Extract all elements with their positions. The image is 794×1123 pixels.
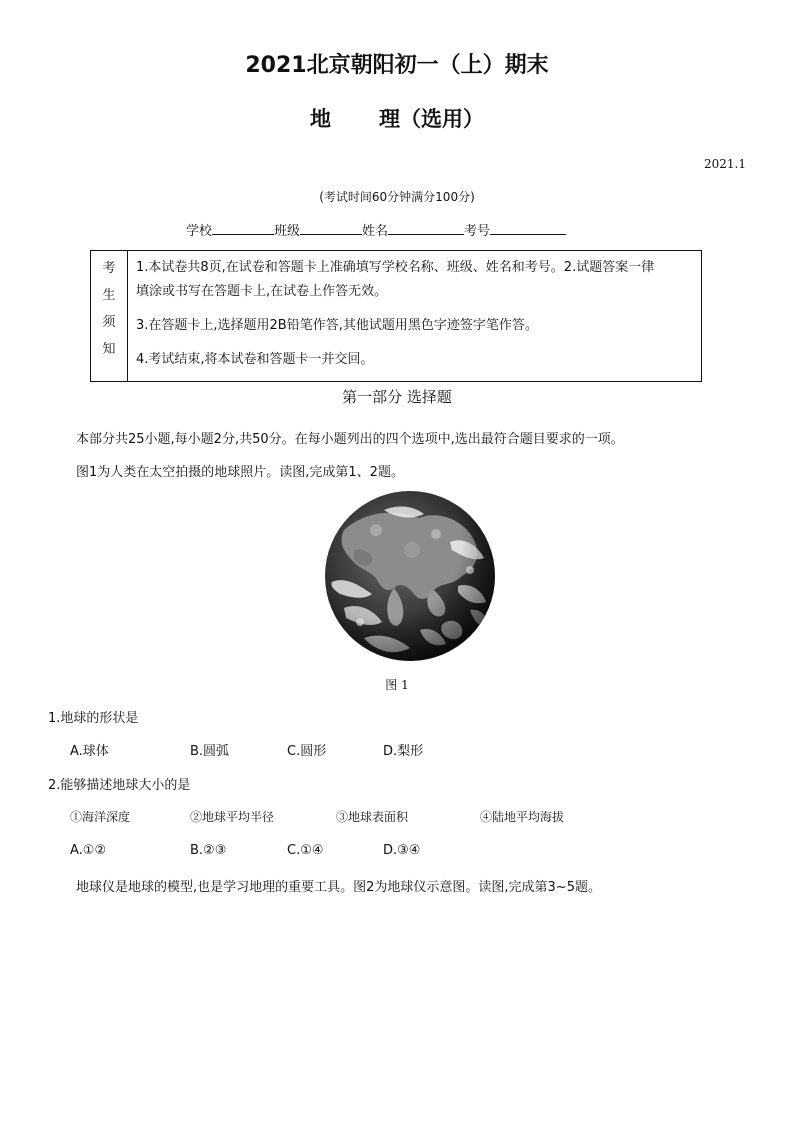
question-2-stem: 2.能够描述地球大小的是: [48, 778, 191, 793]
figure1-intro: 图1为人类在太空拍摄的地球照片。读图,完成第1、2题。: [76, 465, 404, 480]
notice-label-char: 知: [102, 342, 116, 357]
notice-label: [91, 251, 128, 381]
number-label: 考号: [464, 224, 491, 239]
section-heading: 第一部分 选择题: [342, 388, 452, 406]
figure1-caption: 图 1: [385, 678, 409, 692]
student-info-line: [186, 220, 566, 239]
school-label: 学校: [186, 224, 213, 239]
q1-option-a: A.球体: [70, 744, 109, 759]
q1-option-b: B.圆弧: [190, 744, 230, 759]
notice-label-char: 考: [102, 261, 116, 276]
exam-subject: [0, 103, 794, 133]
q2-item-2: ②地球平均半径: [190, 810, 275, 824]
q2-item-4: ④陆地平均海拔: [480, 810, 565, 824]
q2-item-3: ③地球表面积: [336, 810, 409, 824]
exam-date: 2021.1: [704, 157, 746, 171]
number-blank: [490, 221, 566, 235]
q1-option-c: C.圆形: [287, 744, 327, 759]
subject-part1: 地: [310, 107, 331, 131]
section-intro: 本部分共25小题,每小题2分,共50分。在每小题列出的四个选项中,选出最符合题目要求的一项。: [76, 432, 624, 447]
exam-time-info: (考试时间60分钟满分100分): [319, 190, 475, 204]
notice-label-char: 须: [102, 315, 116, 330]
school-blank: [212, 221, 274, 235]
subject-part2: 理（选用）: [379, 107, 484, 131]
earth-globe-image: [324, 490, 496, 662]
q2-option-d: D.③④: [383, 843, 421, 858]
notice-item: 1.本试卷共8页,在试卷和答题卡上准确填写学校名称、班级、姓名和考号。2.试题答案一律: [136, 260, 655, 275]
candidate-notice-table: [90, 250, 702, 382]
q1-option-d: D.梨形: [383, 744, 424, 759]
q2-option-c: C.①④: [287, 843, 324, 858]
notice-item: 3.在答题卡上,选择题用2B铅笔作答,其他试题用黑色字迹签字笔作答。: [136, 318, 538, 333]
class-blank: [300, 221, 362, 235]
class-label: 班级: [274, 224, 301, 239]
q2-option-b: B.②③: [190, 843, 227, 858]
name-blank: [388, 221, 464, 235]
notice-item: 填涂或书写在答题卡上,在试卷上作答无效。: [136, 284, 388, 299]
notice-item: 4.考试结束,将本试卷和答题卡一并交回。: [136, 352, 374, 367]
q2-option-a: A.①②: [70, 843, 107, 858]
name-label: 姓名: [362, 224, 389, 239]
exam-title: 2021北京朝阳初一（上）期末: [245, 53, 549, 78]
question-1-stem: 1.地球的形状是: [48, 711, 139, 726]
notice-body: [136, 256, 696, 372]
globe-model-intro: 地球仪是地球的模型,也是学习地理的重要工具。图2为地球仪示意图。读图,完成第3~5题。: [76, 880, 601, 895]
notice-label-char: 生: [102, 288, 116, 303]
q2-item-1: ①海洋深度: [70, 810, 131, 824]
